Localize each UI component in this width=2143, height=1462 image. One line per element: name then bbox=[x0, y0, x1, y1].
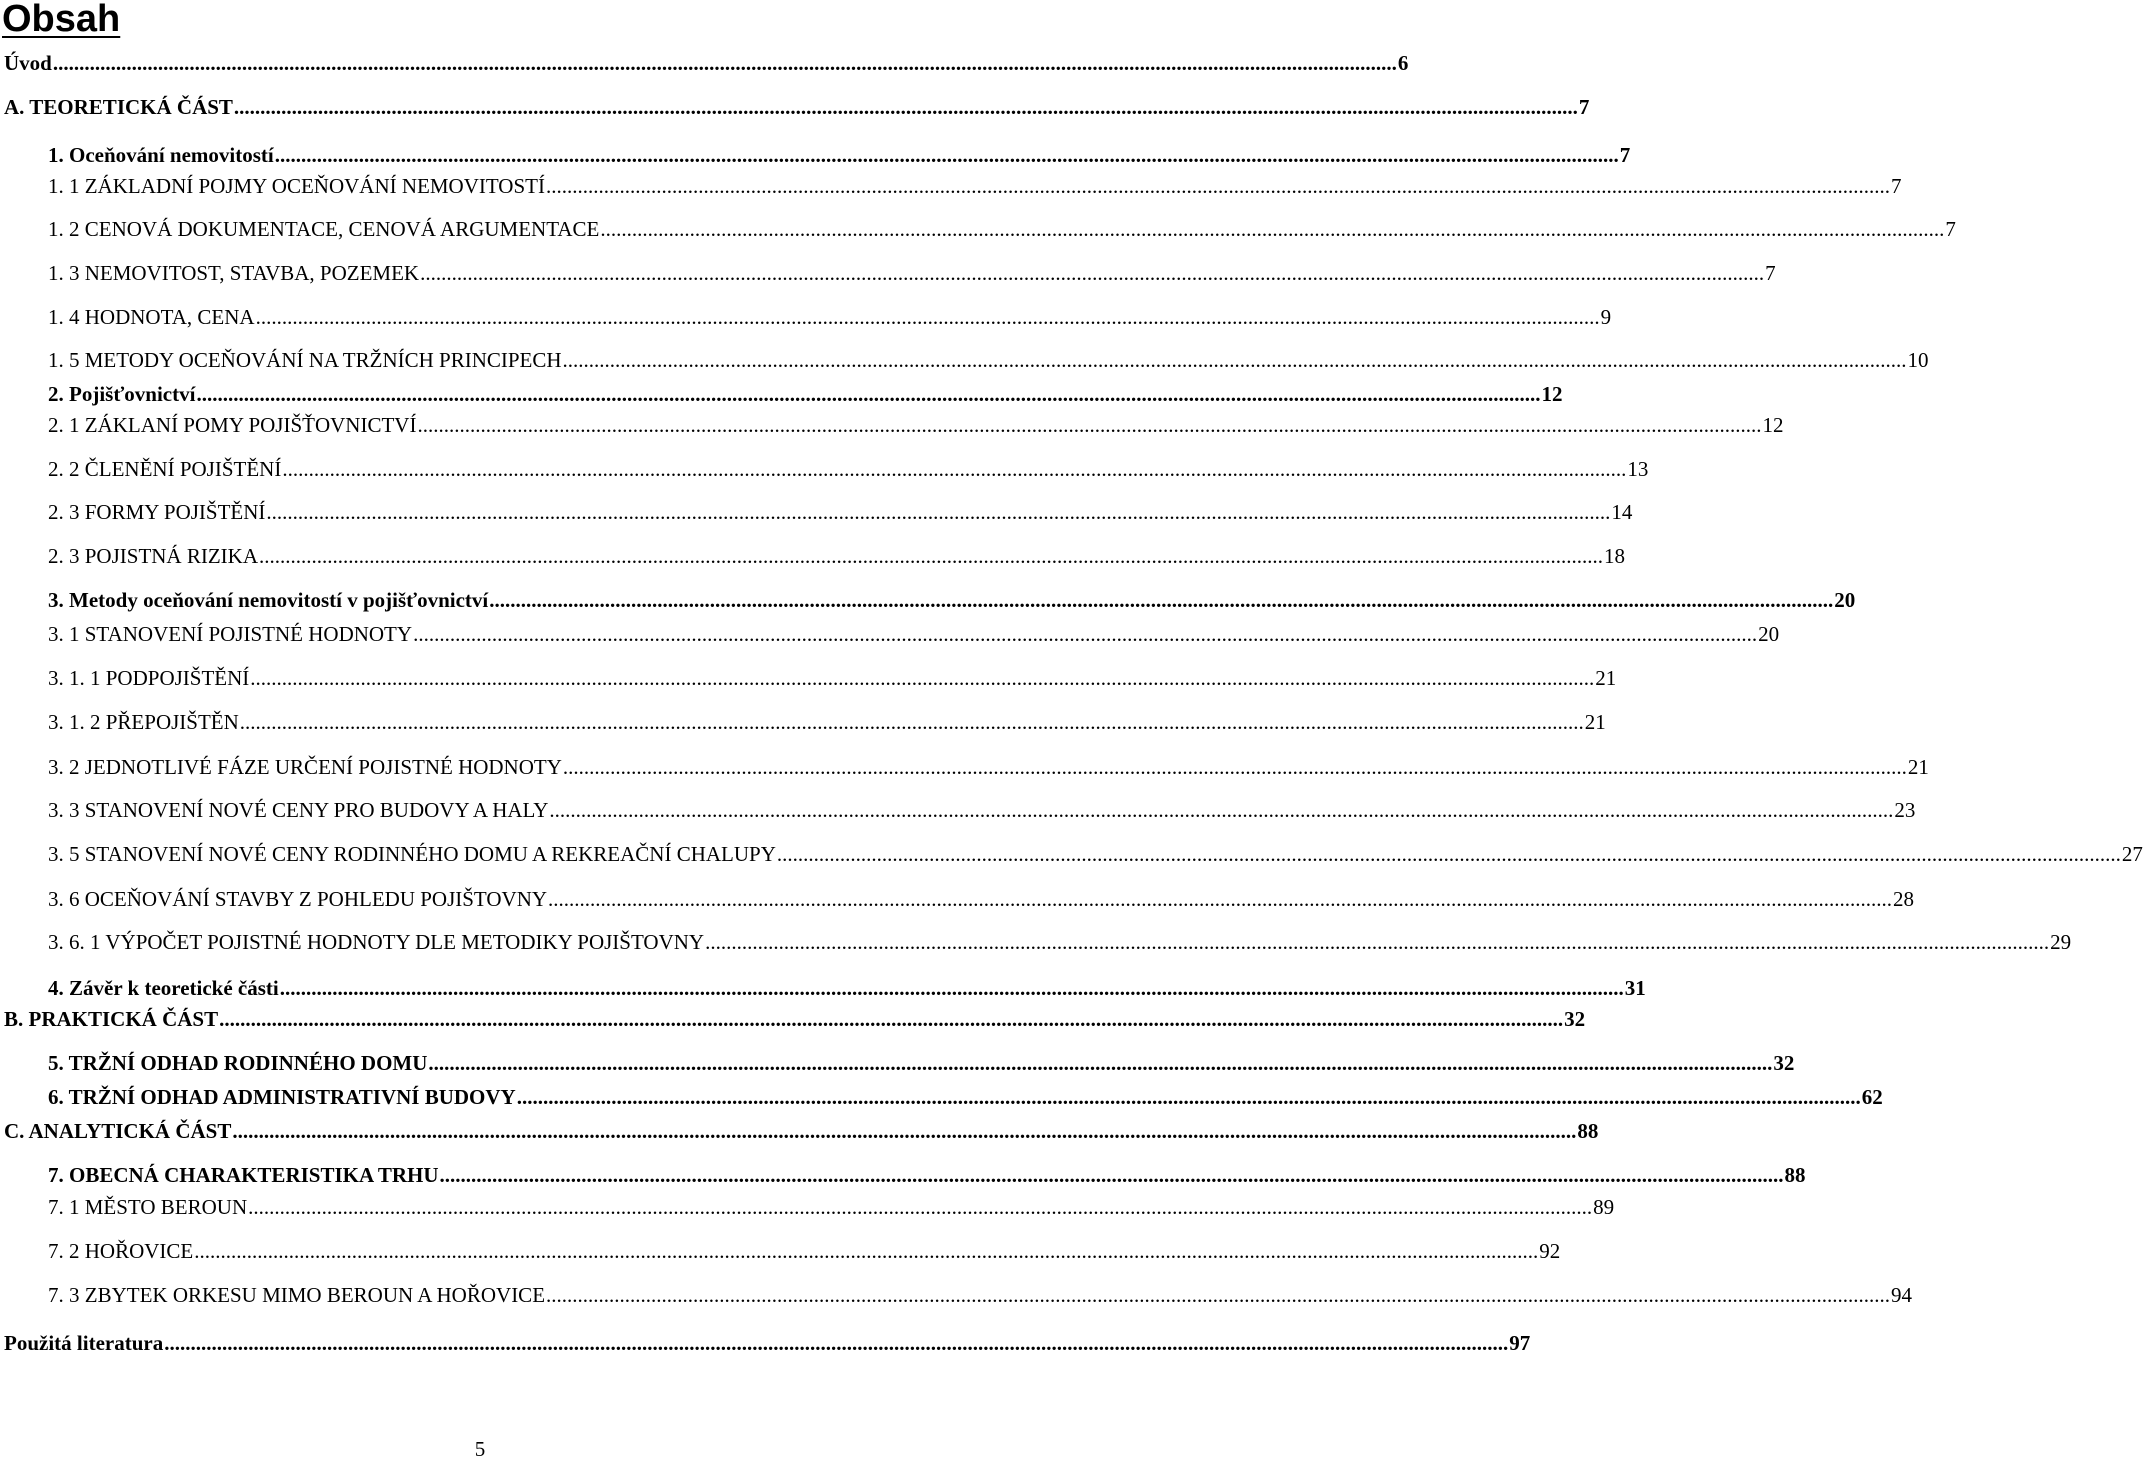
toc-entry-page: 89 bbox=[1593, 1195, 1615, 1219]
toc-entry-page: 7 bbox=[1765, 261, 1776, 285]
toc-entry-label: 1. 4 HODNOTA, CENA bbox=[48, 305, 255, 329]
toc-dot-leader bbox=[164, 1328, 1508, 1358]
toc-entry[interactable] bbox=[48, 541, 1625, 571]
toc-entry-page: 62 bbox=[1861, 1085, 1883, 1109]
toc-dot-leader bbox=[705, 927, 2049, 957]
toc-dot-leader bbox=[440, 1160, 1784, 1190]
toc-dot-leader bbox=[546, 1280, 1890, 1310]
toc-dot-leader bbox=[219, 1004, 1563, 1034]
toc-entry-label: 3. 1 STANOVENÍ POJISTNÉ HODNOTY bbox=[48, 622, 413, 646]
toc-entry-label: C. ANALYTICKÁ ČÁST bbox=[4, 1119, 232, 1143]
toc-entry-label: 3. 2 JEDNOTLIVÉ FÁZE URČENÍ POJISTNÉ HODNOTY bbox=[48, 755, 562, 779]
page-title: Obsah bbox=[2, 0, 121, 40]
toc-dot-leader bbox=[196, 379, 1540, 409]
toc-entry[interactable] bbox=[48, 1048, 1795, 1078]
toc-entry-page: 20 bbox=[1758, 622, 1780, 646]
toc-dot-leader bbox=[420, 258, 1764, 288]
toc-dot-leader bbox=[517, 1082, 1861, 1112]
toc-entry[interactable] bbox=[48, 839, 2143, 869]
toc-entry[interactable] bbox=[48, 663, 1617, 693]
toc-entry-page: 27 bbox=[2121, 842, 2143, 866]
toc-entry[interactable] bbox=[48, 927, 2072, 957]
toc-entry-page: 88 bbox=[1784, 1163, 1806, 1187]
toc-entry-label: 1. Oceňování nemovitostí bbox=[48, 143, 274, 167]
toc-entry[interactable] bbox=[48, 585, 1856, 615]
toc-dot-leader bbox=[280, 973, 1624, 1003]
toc-entry-page: 7 bbox=[1578, 95, 1590, 119]
toc-entry[interactable] bbox=[48, 379, 1563, 409]
toc-dot-leader bbox=[259, 541, 1603, 571]
toc-entry-page: 21 bbox=[1907, 755, 1929, 779]
toc-dot-leader bbox=[777, 839, 2121, 869]
toc-entry-label: 2. 3 FORMY POJIŠTĚNÍ bbox=[48, 500, 266, 524]
toc-entry-page: 12 bbox=[1762, 413, 1784, 437]
toc-entry[interactable] bbox=[48, 497, 1633, 527]
toc-entry-label: Úvod bbox=[4, 51, 52, 75]
toc-entry[interactable] bbox=[48, 1082, 1883, 1112]
toc-entry-page: 21 bbox=[1584, 710, 1606, 734]
toc-dot-leader bbox=[240, 707, 1584, 737]
toc-entry-label: 1. 5 METODY OCEŇOVÁNÍ NA TRŽNÍCH PRINCIPECH bbox=[48, 348, 562, 372]
toc-dot-leader bbox=[413, 619, 1757, 649]
toc-entry-label: 3. 5 STANOVENÍ NOVÉ CENY RODINNÉHO DOMU A REKREAČNÍ CHALUPY bbox=[48, 842, 776, 866]
toc-entry-label: 6. TRŽNÍ ODHAD ADMINISTRATIVNÍ BUDOVY bbox=[48, 1085, 516, 1109]
toc-entry[interactable] bbox=[48, 1236, 1561, 1266]
toc-entry-page: 18 bbox=[1604, 544, 1625, 568]
toc-entry[interactable] bbox=[4, 1328, 1531, 1358]
toc-entry-label: 1. 2 CENOVÁ DOKUMENTACE, CENOVÁ ARGUMENTACE bbox=[48, 217, 600, 241]
toc-entry-label: B. PRAKTICKÁ ČÁST bbox=[4, 1007, 219, 1031]
page-number: 5 bbox=[474, 1437, 486, 1461]
toc-dot-leader bbox=[234, 92, 1578, 122]
toc-entry-page: 7 bbox=[1890, 174, 1902, 198]
toc-entry-label: 7. 3 ZBYTEK ORKESU MIMO BEROUN A HOŘOVICE bbox=[48, 1283, 546, 1307]
toc-entry-label: Použitá literatura bbox=[4, 1331, 164, 1355]
toc-entry[interactable] bbox=[4, 48, 1409, 78]
toc-dot-leader bbox=[600, 214, 1944, 244]
toc-entry-page: 31 bbox=[1624, 976, 1646, 1000]
toc-entry[interactable] bbox=[48, 973, 1646, 1003]
toc-dot-leader bbox=[250, 663, 1594, 693]
toc-dot-leader bbox=[282, 454, 1626, 484]
toc-entry-page: 9 bbox=[1600, 305, 1612, 329]
toc-entry-page: 94 bbox=[1891, 1283, 1913, 1307]
toc-entry-page: 32 bbox=[1564, 1007, 1586, 1031]
toc-dot-leader bbox=[563, 345, 1907, 375]
toc-entry[interactable] bbox=[4, 1004, 1586, 1034]
toc-dot-leader bbox=[194, 1236, 1538, 1266]
toc-entry-page: 88 bbox=[1577, 1119, 1599, 1143]
toc-entry-page: 20 bbox=[1834, 588, 1856, 612]
toc-dot-leader bbox=[417, 410, 1761, 440]
toc-entry[interactable] bbox=[48, 140, 1631, 170]
toc-entry-label: 2. 1 ZÁKLANÍ POMY POJIŠŤOVNICTVÍ bbox=[48, 413, 417, 437]
toc-dot-leader bbox=[266, 497, 1610, 527]
toc-entry-page: 13 bbox=[1627, 457, 1649, 481]
toc-dot-leader bbox=[549, 795, 1893, 825]
toc-entry[interactable] bbox=[48, 619, 1780, 649]
toc-entry[interactable] bbox=[48, 258, 1776, 288]
toc-entry-label: 5. TRŽNÍ ODHAD RODINNÉHO DOMU bbox=[48, 1051, 428, 1075]
toc-entry[interactable] bbox=[48, 410, 1784, 440]
toc-dot-leader bbox=[548, 884, 1892, 914]
toc-dot-leader bbox=[256, 302, 1600, 332]
toc-dot-leader bbox=[563, 752, 1907, 782]
toc-entry[interactable] bbox=[48, 752, 1929, 782]
toc-entry[interactable] bbox=[48, 795, 1916, 825]
toc-entry[interactable] bbox=[4, 1116, 1599, 1146]
toc-dot-leader bbox=[275, 140, 1619, 170]
toc-entry-label: 7. OBECNÁ CHARAKTERISTIKA TRHU bbox=[48, 1163, 439, 1187]
toc-entry[interactable] bbox=[48, 454, 1649, 484]
toc-entry-page: 23 bbox=[1894, 798, 1916, 822]
toc-entry-label: 3. 1. 1 PODPOJIŠTĚNÍ bbox=[48, 666, 250, 690]
toc-entry-label: 1. 1 ZÁKLADNÍ POJMY OCEŇOVÁNÍ NEMOVITOSTÍ bbox=[48, 174, 545, 198]
toc-dot-leader bbox=[248, 1192, 1592, 1222]
toc-entry[interactable] bbox=[48, 345, 1929, 375]
toc-entry-page: 12 bbox=[1541, 382, 1563, 406]
toc-entry-page: 21 bbox=[1595, 666, 1617, 690]
toc-entry-label: 4. Závěr k teoretické části bbox=[48, 976, 279, 1000]
toc-dot-leader bbox=[489, 585, 1833, 615]
toc-entry-page: 6 bbox=[1397, 51, 1409, 75]
toc-entry-page: 29 bbox=[2050, 930, 2072, 954]
toc-entry[interactable] bbox=[48, 1160, 1806, 1190]
toc-dot-leader bbox=[232, 1116, 1576, 1146]
toc-entry-page: 32 bbox=[1773, 1051, 1795, 1075]
toc-entry[interactable] bbox=[48, 214, 1956, 244]
toc-entry-label: 3. 1. 2 PŘEPOJIŠTĚN bbox=[48, 710, 239, 734]
toc-entry-page: 97 bbox=[1509, 1331, 1531, 1355]
toc-entry[interactable] bbox=[48, 302, 1612, 332]
toc-dot-leader bbox=[546, 171, 1890, 201]
toc-entry-label: 3. 6 OCEŇOVÁNÍ STAVBY Z POHLEDU POJIŠTOVNY bbox=[48, 887, 548, 911]
toc-entry-label: 3. Metody oceňování nemovitostí v pojišťovnictví bbox=[48, 588, 489, 612]
toc-entry[interactable] bbox=[48, 884, 1915, 914]
toc-entry[interactable] bbox=[4, 92, 1590, 122]
toc-entry-label: 2. 2 ČLENĚNÍ POJIŠTĚNÍ bbox=[48, 457, 282, 481]
toc-entry-page: 92 bbox=[1539, 1239, 1561, 1263]
toc-entry[interactable] bbox=[48, 1192, 1615, 1222]
toc-entry[interactable] bbox=[48, 171, 1902, 201]
toc-entry-page: 7 bbox=[1619, 143, 1631, 167]
toc-entry-label: A. TEORETICKÁ ČÁST bbox=[4, 95, 233, 119]
toc-entry[interactable] bbox=[48, 1280, 1913, 1310]
toc-entry-label: 3. 6. 1 VÝPOČET POJISTNÉ HODNOTY DLE METODIKY POJIŠTOVNY bbox=[48, 930, 705, 954]
toc-dot-leader bbox=[53, 48, 1397, 78]
toc-entry-page: 14 bbox=[1611, 500, 1633, 524]
toc-entry-label: 2. Pojišťovnictví bbox=[48, 382, 196, 406]
toc-entry-page: 28 bbox=[1893, 887, 1915, 911]
toc-entry-label: 2. 3 POJISTNÁ RIZIKA bbox=[48, 544, 258, 568]
toc-entry-label: 7. 2 HOŘOVICE bbox=[48, 1239, 194, 1263]
toc-entry-label: 3. 3 STANOVENÍ NOVÉ CENY PRO BUDOVY A HALY bbox=[48, 798, 549, 822]
toc-entry[interactable] bbox=[48, 707, 1606, 737]
toc-entry-label: 1. 3 NEMOVITOST, STAVBA, POZEMEK bbox=[48, 261, 420, 285]
toc-dot-leader bbox=[428, 1048, 1772, 1078]
toc-entry-page: 7 bbox=[1945, 217, 1956, 241]
toc-entry-label: 7. 1 MĚSTO BEROUN bbox=[48, 1195, 248, 1219]
toc-entry-page: 10 bbox=[1907, 348, 1929, 372]
